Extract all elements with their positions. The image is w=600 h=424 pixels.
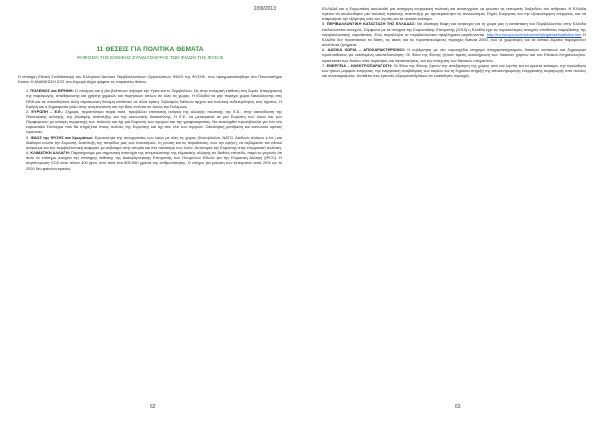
item-heading: ΠΕΡΙΒΑΛΛΟΝΤΙΚΗ ΚΑΤΑΣΤΑΣΗ ΤΗΣ ΕΛΛΑΔΑΣ: bbox=[326, 21, 416, 27]
item-number: 5. bbox=[322, 21, 326, 27]
document-date: 2/09/2013 bbox=[253, 6, 276, 12]
item-heading: ΠΟΛΕΜΟΣ και ΕΙΡΗΝΗ: bbox=[30, 88, 74, 94]
list-item bbox=[26, 109, 282, 135]
item-number: 3. bbox=[26, 134, 30, 140]
list-item bbox=[322, 63, 586, 78]
list-item bbox=[322, 21, 586, 47]
item-body: Ο πόλεμος και η βία βλάπτουν σοβαρά την Υγεία και το Περιβάλλον. Ως στην πολεμική επίθεση στη Συρία. Απαγόρευση της παραγωγής, αποθήκευσης και χρήσης χημικών και πυρηνικών όπλων σε όλες τις χώρες. Η Ελλάδα να μην παρέχει χώρα διευκόλυνσης στις ΗΠΑ και σε οποιοδήποτε άλλη στρατιωτική δύναμη επιθέσεις σε άλλα κράτη. Σεβασμός διεθνών αρχών και πολιτική ουδετερότητας στις σχέσεις. Η Ειρήνη και η δημοκρατία ρόλο στην αντιμετώπιση και την Βίας ενάντια σε λαούς και Πολέμους. bbox=[26, 88, 282, 109]
theses-list-left bbox=[18, 88, 282, 171]
item-heading: ΚΛΙΜΑΤΙΚΗ ΑΛΛΑΓΗ: bbox=[30, 150, 70, 156]
page-number-right: 63 bbox=[455, 404, 461, 410]
list-item bbox=[26, 150, 282, 171]
page-number-left: 62 bbox=[150, 404, 156, 410]
item-body: Παρατηρούμε μια σημαντική αποτυχία της αντιμετώπισης της κλιματικής αλλαγής σε διεθνές επίπεδο, παρά το γεγονός ότι αυτό το επίσημο στοιχείο της επίσημης έκθεσης της Διακυβερνητικής Επιτροπής των Ηνωμένων Εθνών για την Κλιματική Αλλαγή (IPCC). Η συγκέντρωση CO2 είναι πλέον 400 ppm, όσο ποτέ στα 800.000 χρόνια της ανθρωπότητας. Ο στόχος για μείωση των εκπομπών κατά 20% ως το 2020 δεν φαίνεται εφικτός. bbox=[26, 150, 283, 171]
list-item bbox=[26, 88, 282, 109]
lead-paragraph: ΕΛΛΑΔΑ και η Ευρωπαϊκή ακολουθεί μια ανίσχυρη ενεργειακή πολιτική και αποτυγχάνει να μειώσει τις εκπομπές διοξειδίου του άνθρακα. Η Ελλάδα πρέπει να ακολουθήσει μια πολιτική πράσινης ανάπτυξης με προτεραιότητα τις Ανανεώσιμες Πηγές Ενέργειας και την εξοικονόμηση ενέργειας, και να σταματήσει την εξάρτηση από τον λιγνίτη και τα ορυκτά καύσιμα. bbox=[322, 6, 586, 22]
item-number: 6. bbox=[322, 47, 326, 53]
item-number: 7. bbox=[322, 62, 326, 68]
right-text-block bbox=[314, 6, 586, 78]
list-item bbox=[322, 47, 586, 62]
item-heading: ΕΥΡΩΠΗ – Ε.Ε.: bbox=[31, 108, 64, 114]
statistics-link[interactable]: http://ec.europa.eu/environment/legal/law/statistics.htm bbox=[486, 31, 582, 37]
item-tail: Η Ελλάδα δεν προστατεύει τα δάση, τις ακτές και τις προστατευόμενες περιοχές Natura 2000, ενώ οι χωματερές και τα αστικά λύματα παραμένουν ανεπίλυτα ζητήματα. bbox=[322, 31, 586, 48]
theses-list-right bbox=[314, 21, 586, 78]
item-number: 2. bbox=[26, 108, 30, 114]
item-body: Με ιδιαίτερη θλίψη και ανησυχία για τη χώρα μας η κατάσταση του Περιβάλλοντος στην Ελλάδα επιδεινώνεται συνεχώς. Σύμφωνα με τα στοιχεία της Ευρωπαϊκής Επιτροπής (2013) η Ελλάδα έχει τις περισσότερες ανοιχτές υποθέσεις παραβίασης της περιβαλλοντικής νομοθεσίας. Ενώ παράλληλα τα περιβαλλοντικά προβλήματα μεγεθύνονται. bbox=[322, 21, 586, 37]
right-page bbox=[300, 0, 600, 424]
item-number: 4. bbox=[26, 150, 30, 156]
page-title: 11 ΘΕΣΕΙΣ ΓΙΑ ΠΟΛΙΤΙΚΑ ΘΕΜΑΤΑ bbox=[96, 46, 204, 53]
item-heading: ΦΑΟΣ της ΦΥΣΗΣ και Χρωμάτων: bbox=[30, 134, 94, 140]
item-number: 1. bbox=[26, 88, 30, 94]
item-heading: ΕΝΕΡΓΕΙΑ – ΗΛΕΚΤΡΟΠΑΡΑΓΩΓΗ: bbox=[326, 62, 393, 68]
item-body: Ερωτεύτηκε της συνεργασίας των λαών με όλες τις χώρες (Κοινοβούλιο, ΝΑΤΟ, Διεθνών πόλεων κ.λπ.) και ιδιαίτερα ενώνει την Ευρώπη. Ανάπτυξη της πατρίδας μας των πολιτισμών, τη γνώση και τις παραδόσεις, ενώ την ειρήνη, να σεβόμαστε τον εθνικό ανήκουμε και την περιβαλλοντική αειφορία, με σεβασμό στην ιστορία και στο πολιτισμό των λαών. Αυτονομία της Ευρώπης στην ενεργειακή πολιτική. bbox=[26, 134, 282, 150]
item-body: Οι Φίλοι της Φύσης ζητούν την απεξάρτηση της χώρας από τον λιγνίτη και τα ορυκτά καύσιμα, την προώθηση των ήπιων μορφών ενέργειας, την ενεργειακή αναβάθμιση των κτιρίων και τη δημόσια στήριξη της αποκεντρωμένης ενεργειακής παραγωγής από πολίτες και συνεταιρισμούς. Αντίθετοι στις έρευνες υδρογονανθράκων σε ευαίσθητες περιοχές. bbox=[322, 62, 586, 79]
list-item bbox=[26, 135, 282, 150]
item-body: Η κυβέρνηση με νέο νομοσχέδιο επιχειρεί αποχαρακτηρισμούς δασικών εκτάσεων και δημιουργεί προϋποθέσεις για εκτεταμένη οικοπεδοποίηση. Οι Φίλοι της Φύσης ζητούν άμεση ολοκλήρωση των δασικών χαρτών και του Εθνικού Κτηματολογίου, προστασία των δασών από πυρκαγιές και καταπατήσεις, και την ενίσχυση των δασικών υπηρεσιών. bbox=[322, 47, 586, 63]
item-heading: ΔΑΣΙΚΑ ΧΩΡΙΑ – ΑΠΟΧΑΡΑΚΤΗΡΙΣΜΟΙ: bbox=[327, 47, 406, 53]
page-subtitle: ΨΗΦΙΣΜΑ ΤΗΣ ΕΘΝΙΚΗΣ ΣΥΝΔΙΑΣΚΕΨΗΣ ΤΩΝ ΦΙΛΩΝ ΤΗΣ ΦΥΣΗΣ bbox=[76, 55, 224, 60]
item-body: Σήμερα, περισσότερο παρά ποτέ, προβάλλει επιτακτική ανάγκη της αλλαγής πολιτικής της Ε.Ε., στην κατεύθυνση της Οικολογικής αλλαγής, της βιώσιμης ανάπτυξης και της κοινωνικής δικαιοσύνης. Η Ε.Ε. να μετατραπεί σε μια Ευρώπη των λαών και των Περιφερειών, με ισότιμη συμμετοχή των πολιτών και όχι μια Ευρώπη των αγορών και της γραφειοκρατίας. Να αναληφθεί πρωτοβουλία για ένα νέο ευρωπαϊκό Σύνταγμα που θα στηρίζεται στους πολίτες της Ευρώπης και όχι στις ελίτ των αγορών. Οικολογική μετάβαση και κοινωνικό κράτος πρόνοιας. bbox=[26, 108, 283, 135]
intro-paragraph: Η επίσημη Εθνική Συνδιάσκεψη του Ελληνικού Δικτύου Περιβαλλοντικών Οργανώσεων ΦΙΛΟΙ της ΦΥΣΗΣ, που πραγματοποιήθηκε στο Πανεπιστήμιο Κιάτου Η ΑΝΑΝΕΩΣΗ ΣΟΣ στο Αλμυρό Δήμο ψήφισε τις παρακάτω θέσεις: bbox=[18, 74, 282, 85]
